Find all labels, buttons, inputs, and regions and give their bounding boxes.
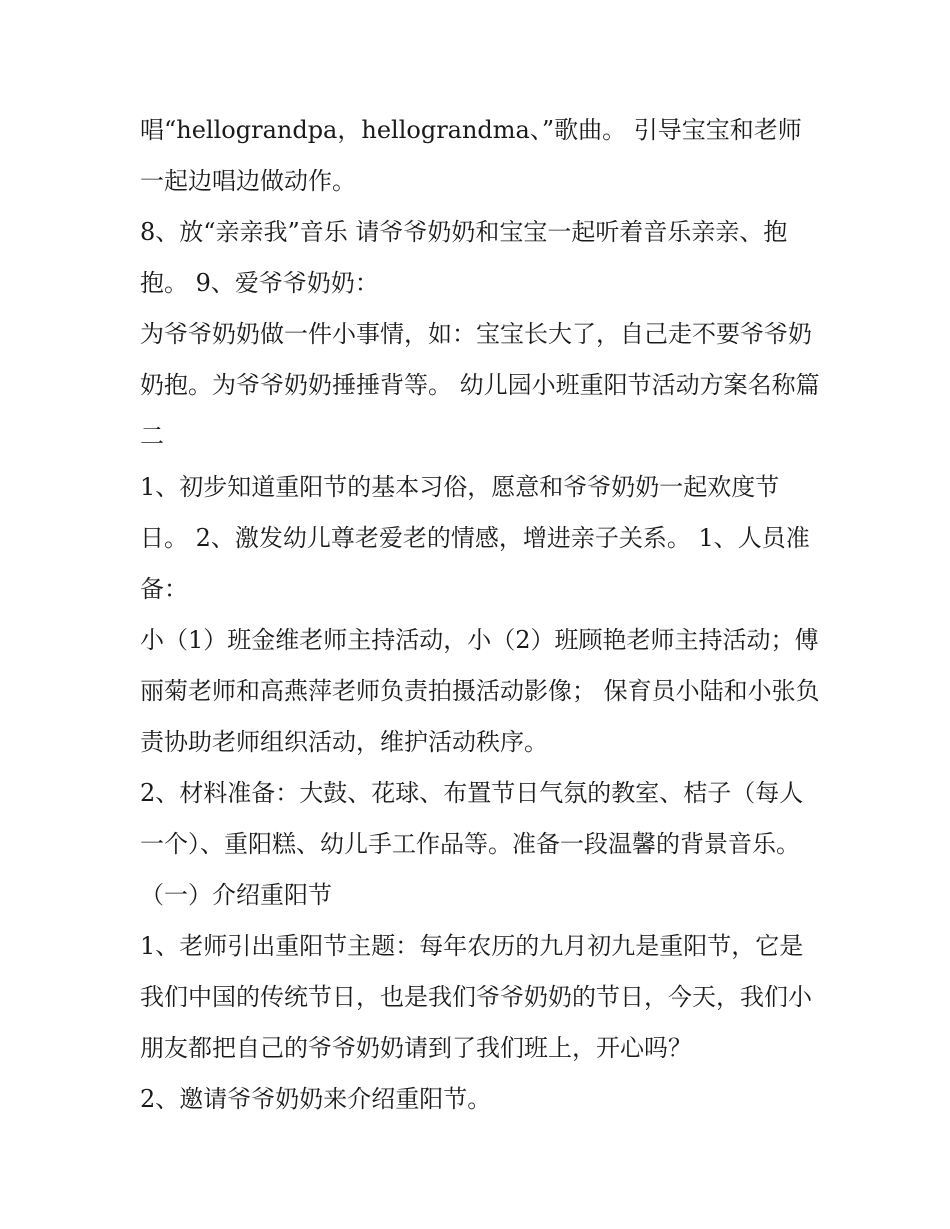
paragraph-intro-theme: 1、老师引出重阳节主题：每年农历的九月初九是重阳节，它是我们中国的传统节日，也是我们爷爷奶奶的节日，今天，我们小朋友都把自己的爷爷奶奶请到了我们班上，开心吗？: [140, 932, 812, 1062]
paragraph-materials: 2、材料准备：大鼓、花球、布置节日气氛的教室、桔子（每人一个）、重阳糕、幼儿手工作品等。准备一段温馨的背景音乐。 （一）介绍重阳节: [140, 779, 804, 909]
paragraph-kiss-me-music: 8、放“亲亲我”音乐 请爷爷奶奶和宝宝一起听着音乐亲亲、抱抱。 9、爱爷爷奶奶：: [140, 218, 788, 297]
paragraph-goals: 1、初步知道重阳节的基本习俗，愿意和爷爷奶奶一起欢度节日。 2、激发幼儿尊老爱老的情感，增进亲子关系。 1、人员准备：: [140, 473, 810, 603]
paragraph-song: 唱“hellograndpa，hellograndma、”歌曲。 引导宝宝和老师一起边唱边做动作。: [140, 116, 802, 195]
document-body: [140, 105, 820, 1125]
paragraph-staff: 小（1）班金维老师主持活动，小（2）班顾艳老师主持活动；傅丽菊老师和高燕萍老师负责拍摄活动影像； 保育员小陆和小张负责协助老师组织活动，维护活动秩序。: [140, 626, 820, 756]
paragraph-small-things: 为爷爷奶奶做一件小事情，如：宝宝长大了，自己走不要爷爷奶奶抱。为爷爷奶奶捶捶背等。 幼儿园小班重阳节活动方案名称篇二: [140, 320, 820, 450]
paragraph-invite: 2、邀请爷爷奶奶来介绍重阳节。: [140, 1085, 492, 1113]
